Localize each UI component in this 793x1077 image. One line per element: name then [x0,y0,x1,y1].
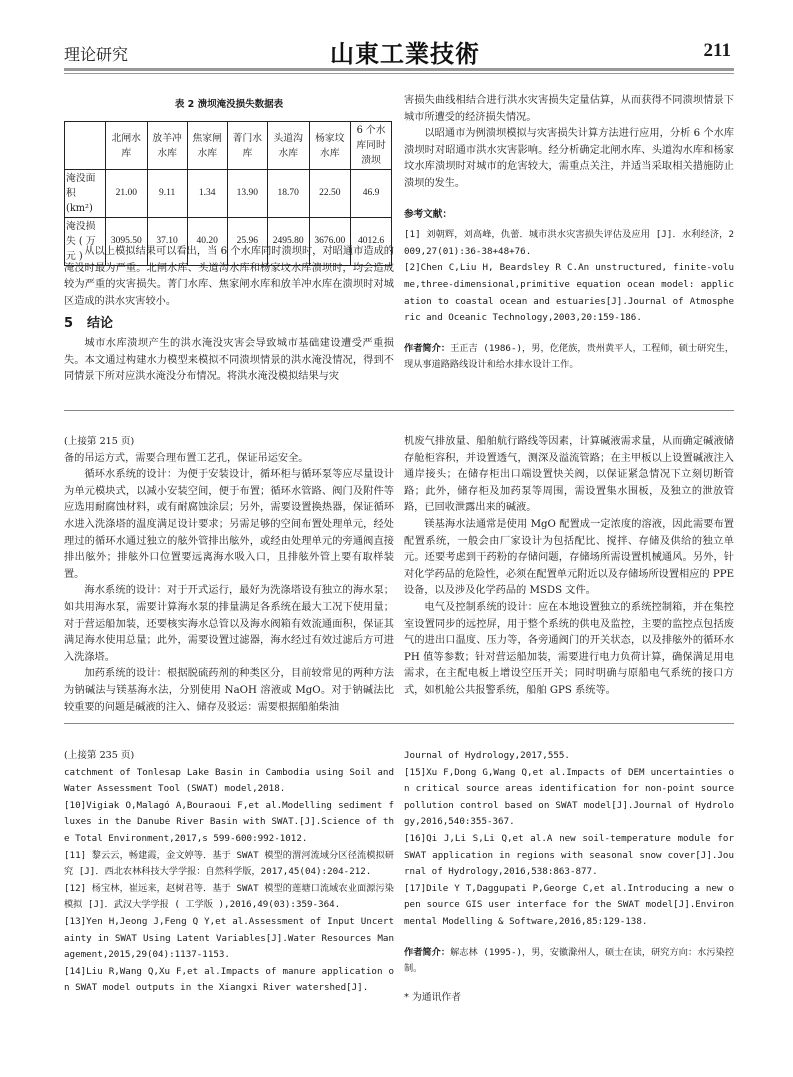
corresponding-author-note: * 为通讯作者 [404,991,461,1003]
table-cell: 13.90 [227,170,267,218]
table-cell: 40.20 [187,218,227,266]
table-cell: 46.9 [351,170,392,218]
author-text: 王正吉 (1986-)，男，仡佬族，贵州黄平人，工程师，硕士研究生，现从事道路路线设计和给水排水设计工作。 [404,342,735,371]
paragraph: 害损失曲线相结合进行洪水灾害损失定量估算，从而获得不同溃坝情景下城市所遭受的经济损失情况。 [404,95,734,123]
reference-item: [12] 杨宝林，崔远来，赵树君等．基于 SWAT 模型的莲塘口流域农业面源污染模拟 [J]．武汉大学学报 ( 工学版 ),2016,49(03):359-364. [64,882,394,911]
reference-item: [2]Chen C,Liu H, Beardsley R C.An unstructured, finite-volume,three-dimensional,primitive equation ocean model: application to coastal ocean and estuaries[J].Journal of Atmospheric and Oceanic Technology,2003,20:159-186. [404,262,734,324]
paragraph: 电气及控制系统的设计：应在本地设置独立的系统控制箱，并在集控室设置同步的远控屏，用于整个系统的供电及监控，主要的监控点包括废气的进出口温度、压力等，各旁通阀门的开关状态，以及排舷外的循环水 PH 值等参数；针对营运船加装，需要进行电力负荷计算，确保满足用电需求，在主配电板上增设空压开关；同时明确与原船电气系统的接口方式，如机舱公共报警系统，船舶 GPS 系统等。 [404,601,734,696]
table-header-cell: 杨家坟水库 [309,122,351,170]
paragraph: 从以上模拟结果可以看出，当 6 个水库同时溃坝时，对昭通市造成的淹没时最为严重。北闸水库、头道沟水库和杨家坟水库溃坝时，均会造成较为严重的灾害损失。菁门水库、焦家闸水库和放羊冲水库在溃坝时对城区造成的洪水灾害较小。 [64,246,394,307]
table-header-cell [65,122,106,170]
section-label: 理论研究 [64,45,129,64]
reference-item: [14]Liu R,Wang Q,Xu F,et al.Impacts of manure application on SWAT model outputs in the Xiangxi River watershed[J]. [64,965,394,994]
table-header-cell: 菁门水库 [227,122,267,170]
table-cell: 37.10 [147,218,187,266]
table-cell: 18.70 [267,170,309,218]
table-header-row [65,122,392,170]
author-label: 作者简介： [404,946,451,958]
paragraph: 以昭通市为例溃坝模拟与灾害损失计算方法进行应用，分析 6 个水库溃坝时对昭通市洪水灾害影响。经分析确定北闸水库、头道沟水库和杨家坟水库溃坝时对城市的危害较大，需重点关注，并适当采取相关措施防止溃坝的发生。 [404,128,734,189]
table-cell: 3676.00 [309,218,351,266]
reference-item: [10]Vigiak O,Malagó A,Bouraoui F,et al.Modelling sediment fluxes in the Danube River Basin with SWAT.[J].Science of the Total Environment,2017,s 599-600:992-1012. [64,799,394,844]
reference-item: [11] 黎云云，畅建霞，金文婷等．基于 SWAT 模型的渭河流域分区径流模拟研究 [J]．西北农林科技大学学报：自然科学版，2017,45(04):204-212. [64,849,394,878]
table-header-cell: 头道沟水库 [267,122,309,170]
reference-item: catchment of Tonlesap Lake Basin in Cambodia using Soil and Water Assessment Tool (SWAT) model,2018. [64,766,394,795]
table-row-label: 淹没损失 ( 万元 ) [65,218,106,266]
table-cell: 4012.6 [351,218,392,266]
reference-item: Journal of Hydrology,2017,555. [404,750,570,761]
table-cell: 2495.80 [267,218,309,266]
references-title: 参考文献： [404,208,452,220]
section-separator [64,410,734,411]
table-header-cell: 放羊冲水库 [147,122,187,170]
section-number: 5 [64,316,74,332]
paragraph: 机废气排放量、船舶航行路线等因素，计算碱液需求量，从而确定碱液储存舱柜容积，并设置透气，测深及溢流管路；在主甲板以上设置碱液注入通岸接头；在储存柜出口端设置快关阀，以保证紧急情况下立刻切断管路；此外，储存柜及加药泵等周围，需设置集水围板，及独立的泄放管路，已回收泄露出来的碱液。 [404,436,734,514]
reference-item: [17]Dile Y T,Daggupati P,George C,et al.Introducing a new open source GIS user interface for the SWAT model[J].Environmental Modelling & Software,2016,85:129-138. [404,882,734,927]
article2-right-column [404,434,734,700]
author-bio [404,341,734,374]
continued-note: (上接第 215 页) [64,436,135,447]
table-header-cell: 北闸水库 [105,122,147,170]
table-header-cell: 焦家闸水库 [187,122,227,170]
reference-item: [16]Qi J,Li S,Li Q,et al.A new soil-temperature module for SWAT application in regions with seasonal snow cover[J].Journal of Hydrology,2016,538:863-877. [404,832,734,878]
header-rule-thin [64,73,734,74]
author-label: 作者简介： [404,342,451,354]
article3-right-column [404,748,734,1006]
paragraph: 加药系统的设计：根据脱硫药剂的种类区分，目前较常见的两种方法为钠碱法与镁基海水法，分别使用 NaOH 溶液或 MgO。对于钠碱法比较重要的问题是碱液的注入、储存及驳运：需要根据船舶柴油 [64,668,394,713]
table-title: 表 2 溃坝淹没损失数据表 [174,99,284,110]
continued-note: (上接第 235 页) [64,750,135,761]
article1-left-column [64,244,394,386]
table-cell: 22.50 [309,170,351,218]
page-number: 211 [703,40,731,61]
paragraph: 城市水库溃坝产生的洪水淹没灾害会导致城市基础建设遭受严重损失。本文通过构建水力模型来模拟不同溃坝情景的洪水淹没情况，得到不同情景下所对应洪水淹没分布情况。将洪水淹没模拟结果与灾 [64,337,394,383]
reference-item: [1] 刘朝辉，刘高峰，仇蕾．城市洪水灾害损失评估及应用 [J]．水利经济，2009,27(01):36-38+48+76. [404,229,734,257]
paragraph: 备的吊运方式，需要合理布置工艺孔，保证吊运安全。 [64,452,309,464]
author-bio [404,945,734,978]
article1-right-column [404,93,734,374]
paragraph: 镁基海水法通常是使用 MgO 配置成一定浓度的溶液，因此需要布置配置系统，一般会由厂家设计为包括配比、搅拌、存储及供给的独立单元。还要考虑到干药粉的存储问题，存储场所需设置机械通风。另外，针对化学药品的危险性，必须在配置单元附近以及存储场所设置相应的 PPE 设备，以及涉及化学药品的 MSDS 文件。 [404,518,735,597]
table-cell: 9.11 [147,170,187,218]
article3-left-column [64,748,394,997]
table-header-cell: 6 个水库同时溃坝 [351,122,392,170]
header-rule [64,68,734,71]
article2-left-column [64,434,394,716]
journal-logo: 山東工業技術 [330,39,480,68]
section-heading [64,316,394,333]
paragraph: 海水系统的设计：对于开式运行，最好为洗涤塔设有独立的海水泵；如共用海水泵，需要计算海水泵的排量满足各系统在最大工况下使用量；对于营运船加装，还要核实海水总管以及海水阀箱有效流通面积，保证其满足海水使用总量；此外，需要设置过滤器，海水经过有效过滤后方可进入洗涤塔。 [64,585,394,663]
reference-item: [15]Xu F,Dong G,Wang Q,et al.Impacts of DEM uncertainties on critical source areas identification for non-point source pollution control based on SWAT model[J].Journal of Hydrology,2016,540:355-367. [404,766,734,828]
section-title: 结论 [87,316,114,332]
table-cell: 21.00 [105,170,147,218]
table-row-label: 淹没面积 (km²) [65,170,106,218]
table-cell: 1.34 [187,170,227,218]
reference-item: [13]Yen H,Jeong J,Feng Q Y,et al.Assessment of Input Uncertainty in SWAT Using Latent Variables[J].Water Resources Management,2015,29(04):1137-1153. [64,915,394,961]
table-cell: 25.96 [227,218,267,266]
author-text: 解志林 (1995-)，男，安徽滁州人，硕士在读，研究方向：水污染控制。 [404,946,735,975]
paragraph: 循环水系统的设计：为便于安装设计，循环柜与循环泵等应尽量设计为单元模块式，以减小安装空间，便于布置；循环水管路、阀门及附件等应选用耐腐蚀材料，或有耐腐蚀涂层；另外，需要设置换热器，保证循环水进入洗涤塔的温度满足设计要求；另需足够的空间布置处理单元，经处理过的循环水通过独立的舷外管排出舷外，或经由处理单元的旁通阀直接排出舷外；排舷外口位置要远离海水吸入口，且排舷外管上要有取样装置。 [64,469,394,580]
section-separator [64,723,734,724]
table-cell: 3095.50 [105,218,147,266]
table-row [65,170,392,218]
